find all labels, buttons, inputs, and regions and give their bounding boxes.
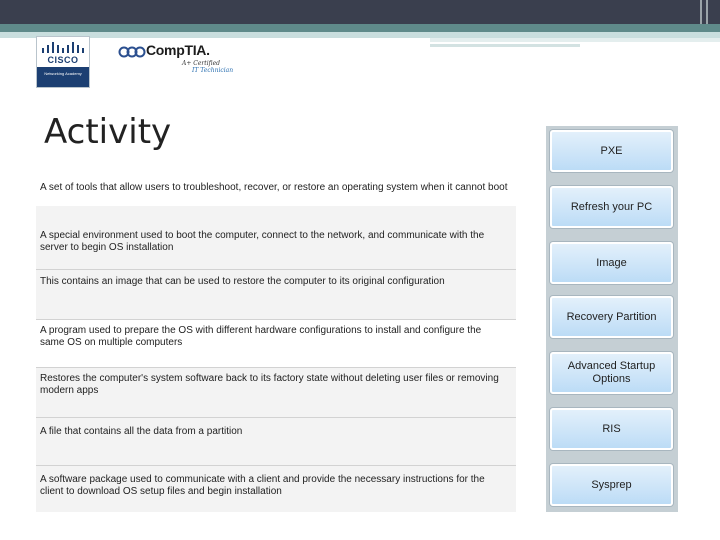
comptia-name: CompTIA. <box>146 42 210 58</box>
accent-stripe <box>0 24 720 32</box>
definition-item: A special environment used to boot the computer, connect to the network, and communicate with the server to begin OS installation <box>36 206 516 270</box>
definitions-list <box>36 176 516 512</box>
term-ris[interactable]: RIS <box>550 408 673 450</box>
comptia-logo <box>118 42 248 82</box>
top-bar <box>0 0 720 24</box>
term-pxe[interactable]: PXE <box>550 130 673 172</box>
cisco-logo <box>36 36 90 88</box>
term-sysprep[interactable]: Sysprep <box>550 464 673 506</box>
cisco-subtitle: Networking Academy <box>37 67 89 87</box>
definition-item: This contains an image that can be used to restore the computer to its original configuration <box>36 270 516 320</box>
terms-panel <box>546 126 678 512</box>
comptia-cert: A+ Certified <box>182 60 221 67</box>
term-refresh-your-pc[interactable]: Refresh your PC <box>550 186 673 228</box>
term-image[interactable]: Image <box>550 242 673 284</box>
definition-item: Restores the computer's system software back to its factory state without deleting user files or removing modern apps <box>36 368 516 418</box>
accent-line <box>430 38 720 42</box>
definition-item: A software package used to communicate with a client and provide the necessary instructions for the client to download OS setup files and begin installation <box>36 466 516 512</box>
page-title: Activity <box>44 112 172 152</box>
term-recovery-partition[interactable]: Recovery Partition <box>550 296 673 338</box>
comptia-tech: IT Technician <box>192 67 234 74</box>
definition-item: A file that contains all the data from a partition <box>36 418 516 466</box>
term-advanced-startup-options[interactable]: Advanced Startup Options <box>550 352 673 394</box>
cisco-wordmark: CISCO <box>47 55 79 65</box>
definition-item: A program used to prepare the OS with different hardware configurations to install and configure the same OS on multiple computers <box>36 320 516 368</box>
definition-item: A set of tools that allow users to troubleshoot, recover, or restore an operating system when it cannot boot <box>40 182 508 193</box>
accent-line-short <box>430 44 580 47</box>
comptia-rings-icon <box>118 44 146 60</box>
cisco-bars-icon <box>41 42 85 54</box>
